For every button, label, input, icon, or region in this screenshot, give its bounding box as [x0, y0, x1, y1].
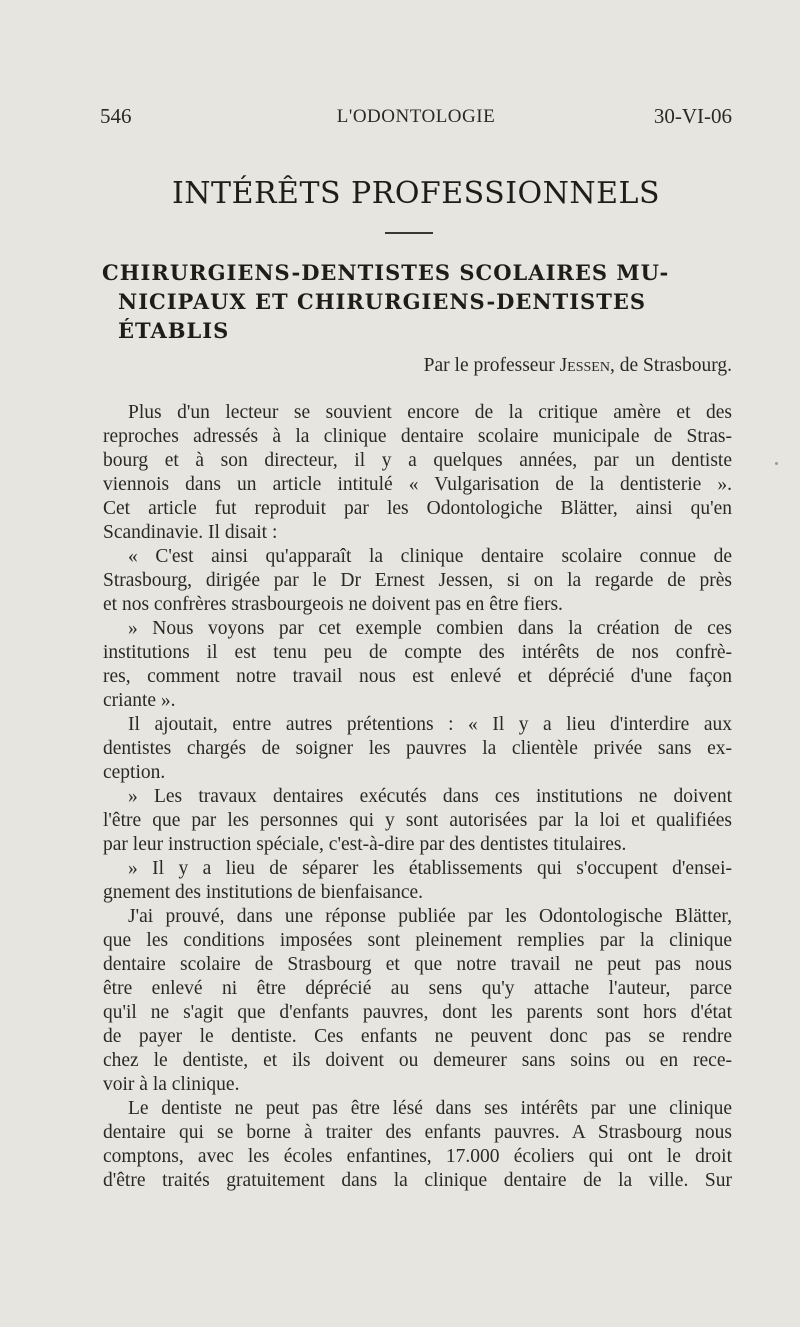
text-line: Le dentiste ne peut pas être lésé dans ses intérêts par une clinique — [128, 1098, 732, 1119]
text-line: dentaire scolaire de Strasbourg et que notre travail ne peut pas nous — [103, 954, 732, 975]
section-title: INTÉRÊTS PROFESSIONNELS — [171, 176, 661, 211]
text-line: gnement des institutions de bienfaisance. — [103, 882, 424, 903]
text-line: être enlevé ni être déprécié au sens qu'y attache l'auteur, parce — [103, 978, 732, 999]
text-line: par leur instruction spéciale, c'est-à-dire par des dentistes titulaires. — [103, 834, 627, 855]
headline-line: CHIRURGIENS-DENTISTES SCOLAIRES MU- — [102, 260, 670, 285]
text-line: dentaire qui se borne à traiter des enfants pauvres. A Strasbourg nous — [103, 1122, 732, 1143]
paper-speck — [775, 462, 778, 465]
article-body — [103, 401, 732, 1193]
page-number: 546 — [100, 104, 132, 128]
text-line: criante ». — [103, 690, 176, 711]
text-line: bourg et à son directeur, il y a quelques années, par un dentiste — [103, 450, 732, 471]
text-line: Scandinavie. Il disait : — [103, 522, 278, 543]
text-line: de payer le dentiste. Ces enfants ne peuvent donc pas se rendre — [103, 1026, 732, 1047]
text-line: reproches adressés à la clinique dentaire scolaire municipale de Stras- — [103, 426, 732, 447]
journal-title: L'ODONTOLOGIE — [336, 106, 496, 127]
byline — [100, 355, 732, 377]
text-line: ception. — [103, 762, 166, 783]
byline-suffix: , de Strasbourg. — [609, 355, 732, 376]
issue-date: 30-VI-06 — [653, 104, 732, 128]
text-line: voir à la clinique. — [103, 1074, 240, 1095]
text-line: » Il y a lieu de séparer les établissements qui s'occupent d'ensei- — [128, 858, 732, 879]
headline-line: NICIPAUX ET CHIRURGIENS-DENTISTES — [118, 289, 647, 314]
text-line: Cet article fut reproduit par les Odontologiche Blätter, ainsi qu'en — [103, 498, 732, 519]
text-line: l'être que par les personnes qui y sont autorisées par la loi et qualifiées — [103, 810, 732, 831]
byline-prefix: Par le professeur — [423, 355, 560, 376]
text-line: J'ai prouvé, dans une réponse publiée par les Odontologische Blätter, — [128, 906, 732, 927]
text-line: viennois dans un article intitulé « Vulgarisation de la dentisterie ». — [103, 474, 732, 495]
text-line: res, comment notre travail nous est enlevé et déprécié d'une façon — [103, 666, 732, 687]
text-line: dentistes chargés de soigner les pauvres la clientèle privée sans ex- — [103, 738, 732, 759]
text-line: d'être traités gratuitement dans la clinique dentaire de la ville. Sur — [103, 1170, 732, 1191]
running-header — [100, 104, 732, 134]
article-headline — [102, 258, 742, 345]
text-line: chez le dentiste, et ils doivent ou demeurer sans soins ou en rece- — [103, 1050, 732, 1071]
title-rule — [385, 232, 433, 234]
text-line: comptons, avec les écoles enfantines, 17.000 écoliers qui ont le droit — [103, 1146, 732, 1167]
text-line: que les conditions imposées sont pleinement remplies par la clinique — [103, 930, 732, 951]
text-line: institutions il est tenu peu de compte des intérêts de nos confrè- — [103, 642, 732, 663]
text-line: Strasbourg, dirigée par le Dr Ernest Jessen, si on la regarde de près — [103, 570, 732, 591]
text-line: « C'est ainsi qu'apparaît la clinique dentaire scolaire connue de — [128, 546, 732, 567]
text-line: » Nous voyons par cet exemple combien dans la création de ces — [128, 618, 732, 639]
text-line: Plus d'un lecteur se souvient encore de la critique amère et des — [128, 402, 732, 423]
text-line: » Les travaux dentaires exécutés dans ces institutions ne doivent — [128, 786, 732, 807]
headline-line: ÉTABLIS — [118, 318, 230, 343]
text-line: Il ajoutait, entre autres prétentions : « Il y a lieu d'interdire aux — [128, 714, 732, 735]
text-line: qu'il ne s'agit que d'enfants pauvres, dont les parents sont hors d'état — [103, 1002, 732, 1023]
byline-author: Jessen — [559, 355, 610, 376]
text-line: et nos confrères strasbourgeois ne doivent pas en être fiers. — [103, 594, 563, 615]
